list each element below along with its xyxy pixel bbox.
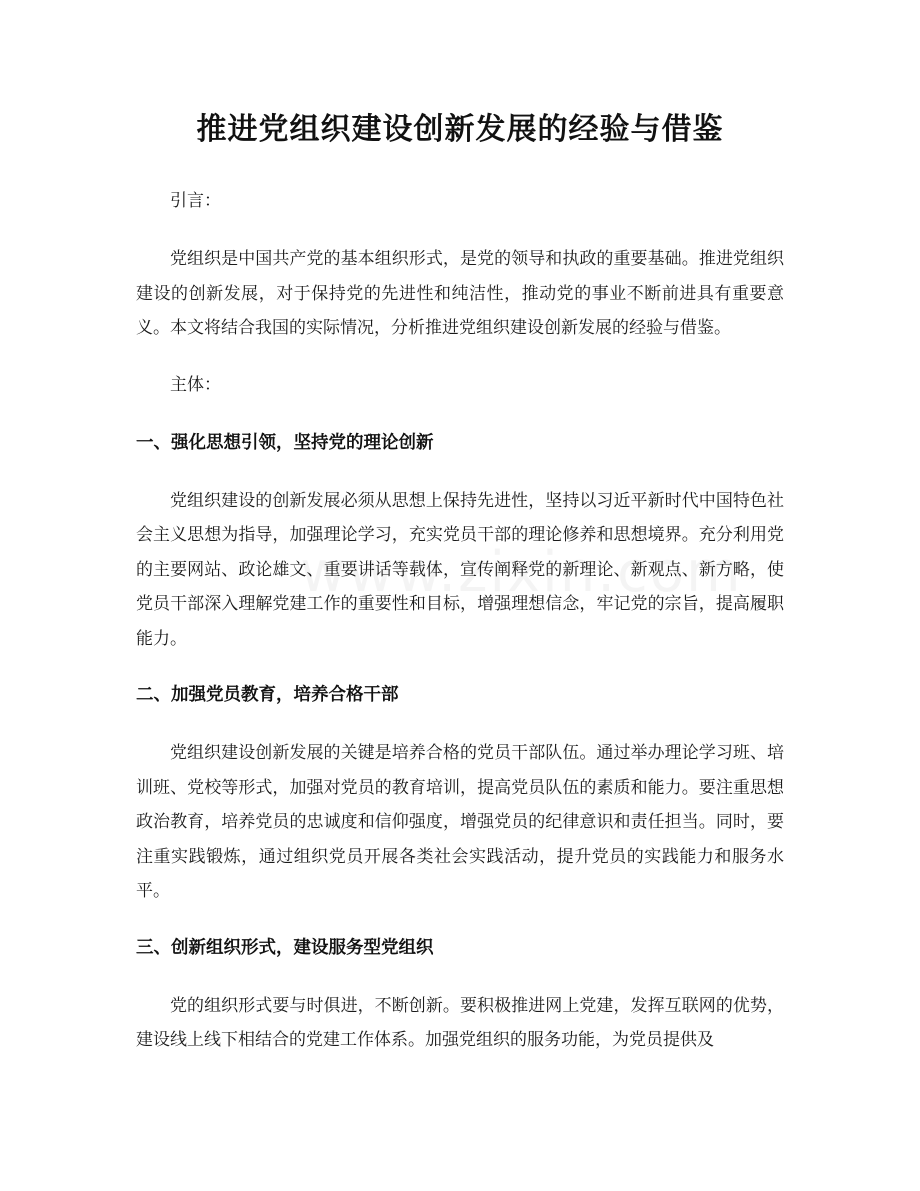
section-paragraph: 党组织建设的创新发展必须从思想上保持先进性，坚持以习近平新时代中国特色社会主义思想为指导，加强理论学习，充实党员干部的理论修养和思想境界。充分利用党的主要网站、政论雄文、重要讲话等载体，宣传阐释党的新理论、新观点、新方略，使党员干部深入理解党建工作的重要性和目标，增强理想信念，牢记党的宗旨，提高履职能力。 bbox=[136, 490, 784, 649]
section-heading: 三、创新组织形式，建设服务型党组织 bbox=[136, 937, 434, 958]
section-2 bbox=[136, 678, 784, 909]
section-paragraph: 党的组织形式要与时俱进，不断创新。要积极推进网上党建，发挥互联网的优势，建设线上线下相结合的党建工作体系。加强党组织的服务功能，为党员提供及 bbox=[136, 995, 784, 1050]
document-title: 推进党组织建设创新发展的经验与借鉴 bbox=[196, 112, 724, 147]
section-1 bbox=[136, 426, 784, 657]
section-paragraph: 党组织建设创新发展的关键是培养合格的党员干部队伍。通过举办理论学习班、培训班、党校等形式，加强对党员的教育培训，提高党员队伍的素质和能力。要注重思想政治教育，培养党员的忠诚度和信仰强度，增强党员的纪律意识和责任担当。同时，要注重实践锻炼，通过组织党员开展各类社会实践活动，提升党员的实践能力和服务水平。 bbox=[136, 743, 784, 901]
intro-paragraph: 党组织是中国共产党的基本组织形式，是党的领导和执政的重要基础。推进党组织建设的创新发展，对于保持党的先进性和纯洁性，推动党的事业不断前进具有重要意义。本文将结合我国的实际情况，分析推进党组织建设创新发展的经验与借鉴。 bbox=[136, 249, 784, 338]
intro-label: 引言： bbox=[170, 191, 221, 211]
body-label: 主体： bbox=[170, 374, 221, 395]
document-body bbox=[136, 184, 784, 1080]
section-heading: 二、加强党员教育，培养合格干部 bbox=[136, 685, 399, 705]
section-3 bbox=[136, 931, 784, 1058]
section-heading: 一、强化思想引领，坚持党的理论创新 bbox=[136, 432, 434, 453]
